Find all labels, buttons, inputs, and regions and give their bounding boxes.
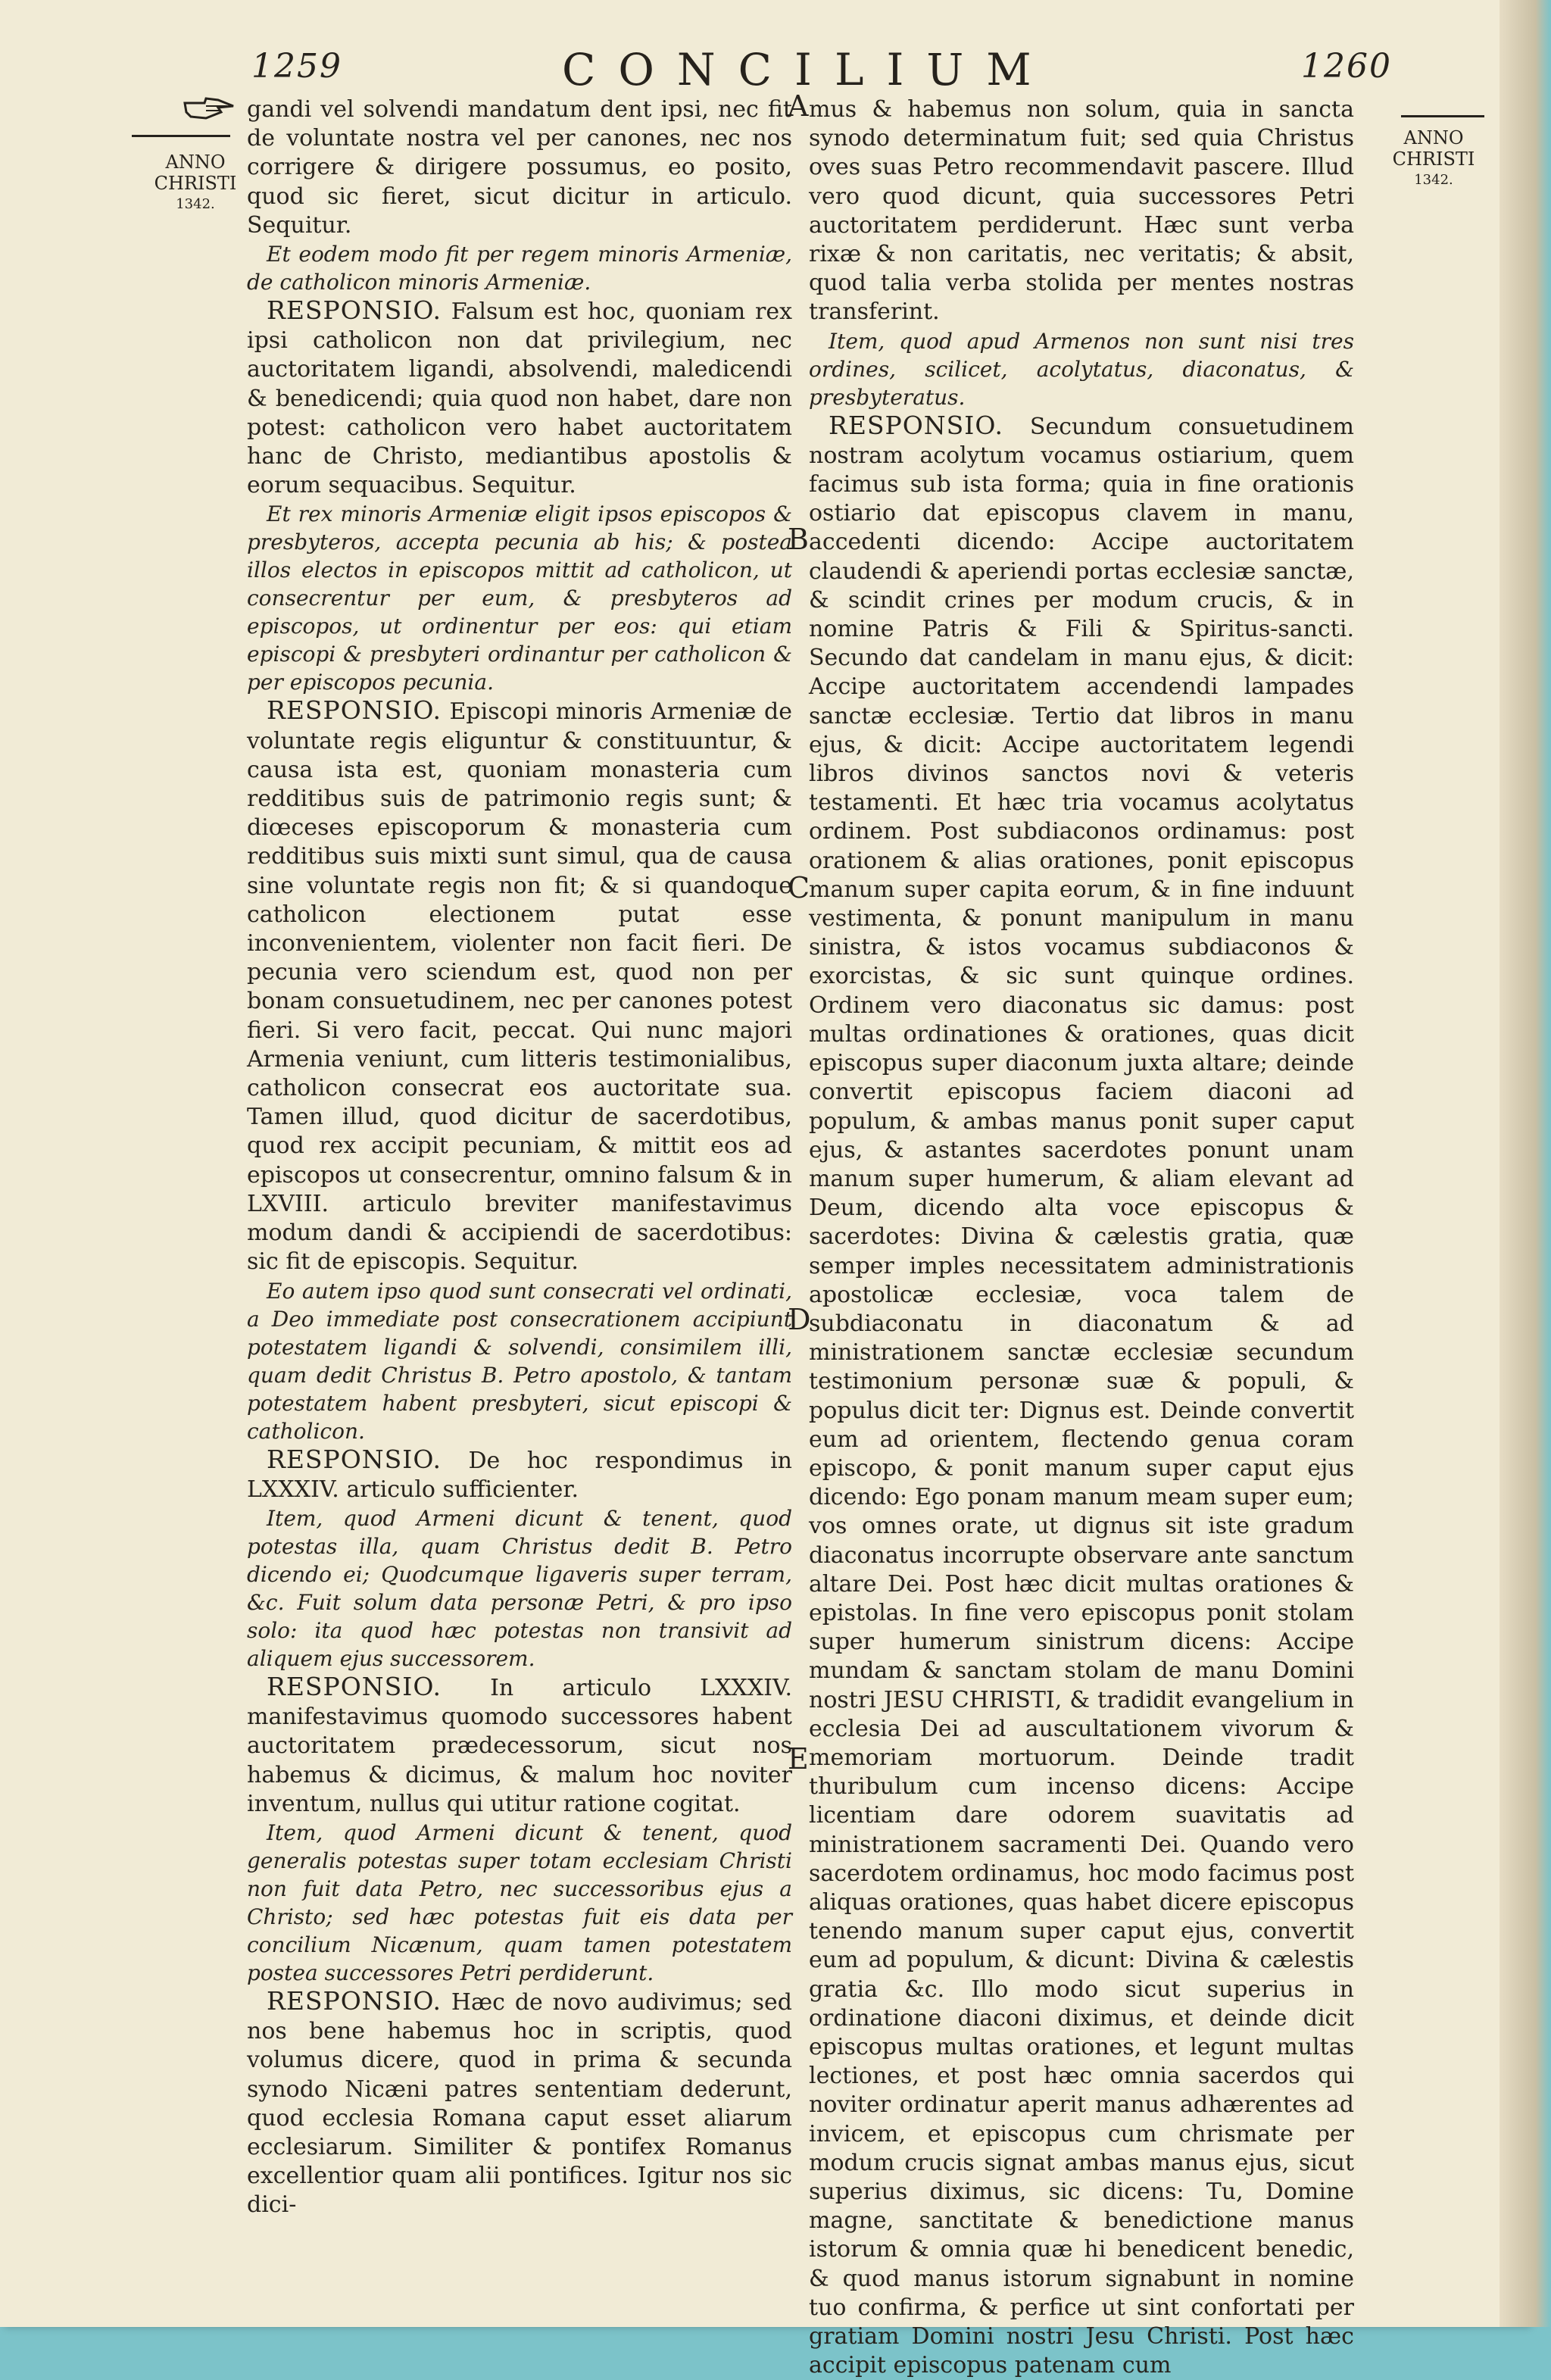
paragraph-text: Episcopi minoris Armeniæ de voluntate regis eliguntur & constituuntur, & causa ista est, quoniam monasteria cum redditibus suis de patrimonio regis sunt; & diœceses episcoporum & monasteria cum redditibus suis mixti sunt simul, qua de causa sine voluntate regis non fit; & si quandoque catholicon electionem putat esse inconvenientem, violenter non facit fieri. De pecunia vero sciendum est, quod non per bonam consuetudinem, nec per canones potest fieri. Si vero facit, peccat. Qui nunc majori Armenia veniunt, cum litteris testimonialibus, catholicon consecrat eos auctoritate sua. Tamen illud, quod dicitur de sacerdotibus, quod rex accipit pecuniam, & mittit eos ad episcopos ut consecrentur, omnino falsum & in LXVIII. articulo breviter manifestavimus modum dandi & accipiendi de sacerdotibus: sic fit de episcopis. Sequitur. — [247, 698, 792, 1276]
margin-rule-right — [1401, 115, 1484, 117]
responsio-heading: RESPONSIO. — [267, 1444, 442, 1474]
paragraph-text: Secundum consuetudinem nostram acolytum vocamus ostiarium, quem facimus sub ista forma; quia in fine orationis ostiario dat episcopus clavem in manu, accedenti dicendo: Accipe auctoritatem claudendi & aperiendi portas ecclesiæ sanctæ, & scindit crines per modum crucis, & in nomine Patris & Fili & Spiritus-sancti. Secundo dat candelam in manu ejus, & dicit: Accipe auctoritatem accendendi lampades sanctæ ecclesiæ. Tertio dat libros in manu ejus, & dicit: Accipe auctoritatem legendi libros divinos sanctos novi & veteris testamenti. Et hæc tria vocamus acolytatus ordinem. Post subdiaconos ordinamus: post orationem & alias orationes, ponit episcopus manum super capita eorum, & in fine induunt vestimenta, & ponunt manipulum in manu sinistra, & istos vocamus subdiaconos & exorcistas, & sic sunt quinque ordines. Ordinem vero diaconatus sic damus: post multas ordinationes & orationes, quas dicit episcopus super diaconum juxta altare; deinde convertit episcopus faciem diaconi ad populum, & ambas manus ponit super caput ejus, & astantes sacerdotes ponunt unam manum super humerum, & aliam elevant ad Deum, dicendo alta voce episcopus & sacerdotes: Divina & cælestis gratia, quæ semper imples necessitatem administrationis apostolicæ ecclesiæ, voca talem de subdiaconatu in diaconatum & ad ministrationem sanctæ ecclesiæ secundum testimonium personæ suæ & populi, & populus dicit ter: Dignus est. Deinde convertit eum ad orientem, flectendo genua coram episcopo, & ponit manum super caput ejus dicendo: Ego ponam manum meam super eum; vos omnes orate, ut dignus sit iste gradum diaconatus incorrupte observare ante sanctum altare Dei. Post hæc dicit multas orationes & epistolas. In fine vero episcopus ponit stolam super humerum sinistrum dicens: Accipe mundam & sanctam stolam de manu Domini nostri JESU CHRISTI, & tradidit evangelium in ecclesia Dei ad auscultationem vivorum & memoriam mortuorum. Deinde tradit thuribulum cum incenso dicens: Accipe licentiam dare odorem suavitatis ad ministrationem sacramenti Dei. Quando vero sacerdotem ordinamus, hoc modo facimus post aliquas orationes, quas habet dicere episcopus tenendo manum super caput ejus, convertit eum ad populum, & dicunt: Divina & cælestis gratia &c. Illo modo sicut superius in ordinatione diaconi diximus, et deinde dicit episcopus multas orationes, et legunt multas lectiones, et post hæc omnia sacerdos qui noviter ordinatur aperit manus adhærentes ad invicem, et episcopus cum chrismate per modum crucis signat ambas manus ejus, sicut superius diximus, sic dicens: Tu, Domine magne, sanctitate & benedictione manus istorum & omnia quæ hi benedicent benedic, & quod manus istorum signabunt in nomine tuo confirma, & perfice ut sint confortati per gratiam Domini nostri Jesu Christi. Post hæc accipit episcopus patenam cum — [809, 413, 1354, 2379]
responsio-heading: RESPONSIO. — [267, 1671, 442, 1701]
margin-christi-left: CHRISTI — [154, 173, 237, 194]
text-paragraph — [247, 696, 792, 1276]
section-letter-e: E — [788, 1742, 809, 1776]
text-paragraph — [247, 1445, 792, 1504]
responsio-heading: RESPONSIO. — [267, 295, 442, 326]
margin-rule-left — [132, 135, 230, 137]
margin-christi-right: CHRISTI — [1392, 148, 1475, 170]
paragraph-text: Falsum est hoc, quoniam rex ipsi catholicon non dat privilegium, nec auctoritatem ligandi, absolvendi, maledicendi & benedicendi; quia quod non habet, dare non potest: catholicon vero habet auctoritatem hanc de Christo, mediantibus apostolis & eorum sequacibus. Sequitur. — [247, 298, 792, 499]
right-text-column — [809, 95, 1354, 2380]
margin-note-right — [1377, 127, 1490, 191]
paragraph-text: Item, quod apud Armenos non sunt nisi tres ordines, scilicet, acolytatus, diaconatus, & presbyteratus. — [809, 328, 1354, 410]
page-header — [0, 44, 1526, 97]
pointing-hand-icon — [183, 95, 236, 121]
paragraph-text: Item, quod Armeni dicunt & tenent, quod potestas illa, quam Christus dedit B. Petro dicendo ei; Quodcumque ligaveris super terram, &c. Fuit solum data personæ Petri, & pro ipso solo: ita quod hæc potestas non transivit ad aliquem ejus successorem. — [247, 1505, 792, 1671]
text-paragraph — [247, 500, 792, 696]
responsio-heading: RESPONSIO. — [267, 695, 442, 726]
margin-year-right: 1342. — [1414, 172, 1453, 188]
adjacent-page-edge — [1500, 0, 1551, 2327]
paragraph-text: Hæc de novo audivimus; sed nos bene habemus hoc in scriptis, quod volumus dicere, quod in prima & secunda synodo Nicæni patres sententiam dederunt, quod ecclesia Romana caput esset aliarum ecclesiarum. Similiter & pontifex Romanus excellentior quam alii pontifices. Igitur nos sic dici- — [247, 1988, 792, 2219]
text-paragraph — [247, 1987, 792, 2220]
paragraph-text: Item, quod Armeni dicunt & tenent, quod generalis potestas super totam ecclesiam Christi non fuit data Petro, nec successoribus ejus a Christo; sed hæc potestas fuit eis data per concilium Nicænum, quam tamen potestatem postea successores Petri perdiderunt. — [247, 1819, 792, 1985]
section-letter-d: D — [788, 1303, 811, 1336]
text-paragraph — [247, 1277, 792, 1445]
responsio-heading: RESPONSIO. — [829, 410, 1003, 440]
paragraph-text: De hoc respondimus in LXXXIV. articulo sufficienter. — [247, 1447, 792, 1503]
margin-anno-right: ANNO — [1403, 127, 1464, 148]
text-paragraph — [809, 95, 1354, 327]
margin-year-left: 1342. — [176, 196, 215, 212]
paragraph-text: Et eodem modo fit per regem minoris Armeniæ, de catholicon minoris Armeniæ. — [247, 242, 792, 295]
paragraph-text: Eo autem ipso quod sunt consecrati vel ordinati, a Deo immediate post consecrationem accipiunt potestatem ligandi & solvendi, consimilem illi, quam dedit Christus B. Petro apostolo, & tantam potestatem habent presbyteri, sicut episcopi & catholicon. — [247, 1278, 792, 1444]
text-paragraph — [809, 411, 1354, 2380]
left-page-number: 1259 — [251, 47, 342, 86]
paragraph-text: In articulo LXXXIV. manifestavimus quomodo successores habent auctoritatem prædecessorum, sicut nos habemus & dicimus, & malum hoc noviter inventum, nullus qui utitur ratione cogitat. — [247, 1674, 792, 1817]
section-letter-c: C — [788, 871, 810, 904]
responsio-heading: RESPONSIO. — [267, 1985, 442, 2016]
text-paragraph — [247, 1673, 792, 1819]
section-letter-b: B — [788, 523, 809, 556]
text-paragraph — [247, 240, 792, 296]
text-paragraph — [809, 327, 1354, 411]
text-paragraph — [247, 95, 792, 240]
paragraph-text: mus & habemus non solum, quia in sancta synodo determinatum fuit; sed quia Christus oves suas Petro recommendavit pascere. Illud vero quod dicunt, quia successores Petri auctoritatem perdiderunt. Hæc sunt verba rixæ & non caritatis, nec veritatis; & absit, quod talia verba stolida per mentes nostras transferint. — [809, 96, 1354, 326]
text-paragraph — [247, 296, 792, 500]
paragraph-text: gandi vel solvendi mandatum dent ipsi, nec fit de voluntate nostra vel per canones, nec nos corrigere & dirigere possumus, eo posito, quod sic fieret, sicut dicitur in articulo. Sequitur. — [247, 96, 792, 239]
right-page-number: 1260 — [1301, 47, 1392, 86]
section-letter-a: A — [788, 89, 809, 123]
text-paragraph — [247, 1819, 792, 1987]
paragraph-text: Et rex minoris Armeniæ eligit ipsos episcopos & presbyteros, accepta pecunia ab his; & postea illos electos in episcopos mittit ad catholicon, ut consecrentur per eum, & presbyteros ad episcopos, ut ordinentur per eos: qui etiam episcopi & presbyteri ordinantur per catholicon & per episcopos pecunia. — [247, 501, 792, 695]
running-title: CONCILIUM — [562, 44, 1054, 95]
margin-note-left — [150, 151, 241, 215]
text-paragraph — [247, 1504, 792, 1673]
margin-anno-left: ANNO — [165, 151, 226, 173]
left-text-column — [247, 95, 792, 2220]
